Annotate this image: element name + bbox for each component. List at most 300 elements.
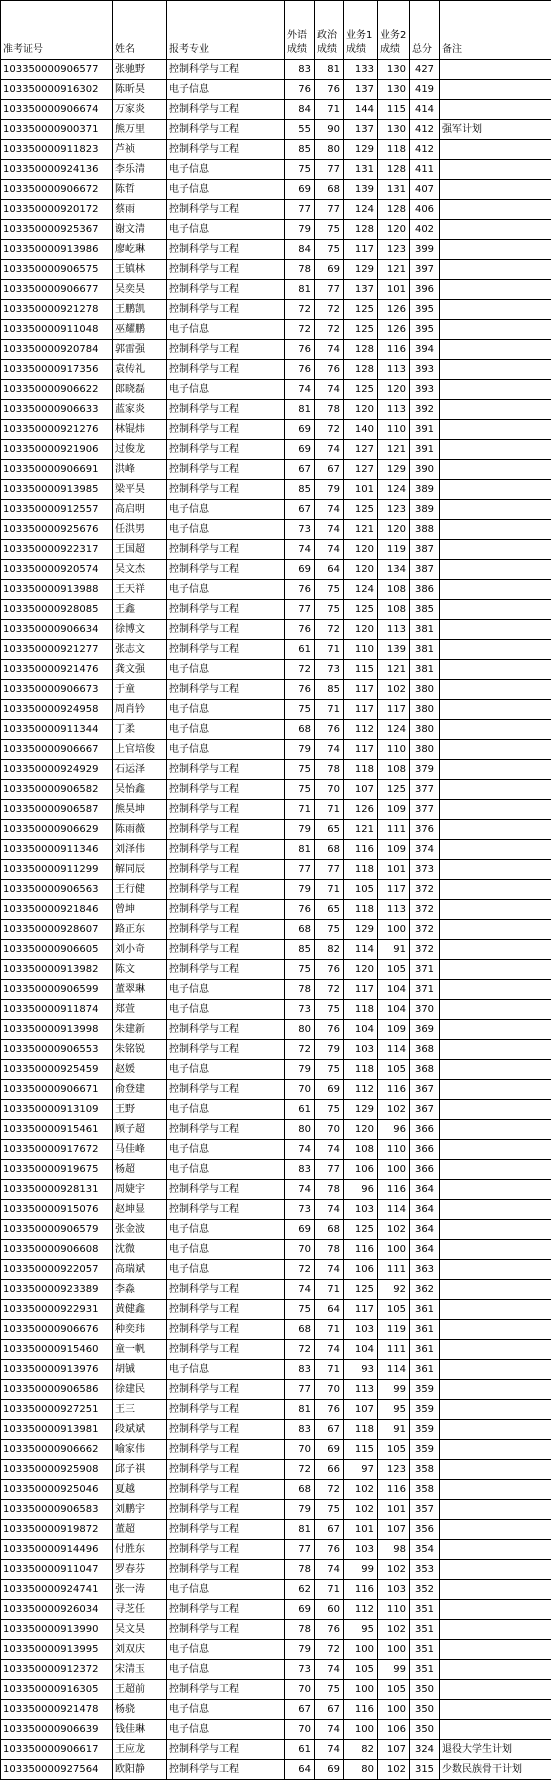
cell-politics: 71 — [315, 1360, 344, 1380]
cell-name: 高瑞斌 — [113, 1260, 167, 1280]
cell-name: 林锟炜 — [113, 420, 167, 440]
cell-biz2: 107 — [378, 1740, 410, 1760]
cell-politics: 76 — [315, 1620, 344, 1640]
cell-politics: 78 — [315, 400, 344, 420]
cell-total: 315 — [410, 1760, 440, 1780]
cell-total: 364 — [410, 1200, 440, 1220]
cell-exam-id: 103350000925676 — [1, 520, 113, 540]
cell-biz2: 113 — [378, 900, 410, 920]
cell-biz1: 117 — [344, 680, 378, 700]
table-row — [1, 1340, 551, 1360]
table-row — [1, 80, 551, 100]
cell-politics: 71 — [315, 880, 344, 900]
cell-name: 杨超 — [113, 1160, 167, 1180]
cell-total: 389 — [410, 500, 440, 520]
table-row — [1, 660, 551, 680]
cell-note — [440, 940, 551, 960]
cell-foreign: 70 — [285, 1720, 315, 1740]
cell-politics: 71 — [315, 640, 344, 660]
cell-biz1: 133 — [344, 60, 378, 80]
cell-total: 361 — [410, 1340, 440, 1360]
cell-foreign: 69 — [285, 440, 315, 460]
cell-biz2: 125 — [378, 780, 410, 800]
cell-biz2: 119 — [378, 1320, 410, 1340]
table-row — [1, 1440, 551, 1460]
cell-foreign: 73 — [285, 1200, 315, 1220]
cell-exam-id: 103350000920784 — [1, 340, 113, 360]
cell-exam-id: 103350000921846 — [1, 900, 113, 920]
cell-biz1: 103 — [344, 1540, 378, 1560]
cell-biz1: 107 — [344, 780, 378, 800]
table-row — [1, 1280, 551, 1300]
table-row — [1, 1740, 551, 1760]
cell-politics: 79 — [315, 480, 344, 500]
table-row — [1, 320, 551, 340]
cell-exam-id: 103350000906622 — [1, 380, 113, 400]
table-row — [1, 220, 551, 240]
cell-biz2: 120 — [378, 220, 410, 240]
cell-major: 控制科学与工程 — [167, 360, 285, 380]
cell-biz1: 126 — [344, 800, 378, 820]
cell-biz2: 102 — [378, 1760, 410, 1780]
cell-major: 电子信息 — [167, 1360, 285, 1380]
table-row — [1, 1360, 551, 1380]
table-row — [1, 1600, 551, 1620]
cell-exam-id: 103350000912372 — [1, 1660, 113, 1680]
cell-major: 电子信息 — [167, 1660, 285, 1680]
cell-politics: 78 — [315, 1240, 344, 1260]
table-row — [1, 1380, 551, 1400]
cell-foreign: 77 — [285, 1380, 315, 1400]
table-row — [1, 1000, 551, 1020]
cell-name: 张金波 — [113, 1220, 167, 1240]
cell-major: 控制科学与工程 — [167, 540, 285, 560]
cell-name: 胡铖 — [113, 1360, 167, 1380]
cell-major: 控制科学与工程 — [167, 1200, 285, 1220]
cell-exam-id: 103350000914496 — [1, 1540, 113, 1560]
table-row — [1, 1020, 551, 1040]
cell-biz1: 114 — [344, 940, 378, 960]
cell-biz1: 115 — [344, 1440, 378, 1460]
cell-exam-id: 103350000913981 — [1, 1420, 113, 1440]
cell-exam-id: 103350000922317 — [1, 540, 113, 560]
cell-foreign: 85 — [285, 480, 315, 500]
cell-note — [440, 880, 551, 900]
cell-biz1: 144 — [344, 100, 378, 120]
cell-foreign: 79 — [285, 1500, 315, 1520]
table-row — [1, 1100, 551, 1120]
cell-name: 陈雨薇 — [113, 820, 167, 840]
cell-biz2: 110 — [378, 420, 410, 440]
cell-name: 顾子超 — [113, 1120, 167, 1140]
cell-biz1: 100 — [344, 1680, 378, 1700]
cell-exam-id: 103350000913986 — [1, 240, 113, 260]
cell-exam-id: 103350000913982 — [1, 960, 113, 980]
cell-biz2: 116 — [378, 1480, 410, 1500]
table-row — [1, 240, 551, 260]
cell-major: 控制科学与工程 — [167, 1560, 285, 1580]
cell-exam-id: 103350000923389 — [1, 1280, 113, 1300]
table-row — [1, 1160, 551, 1180]
table-row — [1, 1300, 551, 1320]
cell-biz1: 129 — [344, 140, 378, 160]
cell-biz1: 93 — [344, 1360, 378, 1380]
cell-biz2: 105 — [378, 1440, 410, 1460]
cell-foreign: 67 — [285, 1700, 315, 1720]
cell-note — [440, 1680, 551, 1700]
cell-foreign: 76 — [285, 900, 315, 920]
cell-biz2: 126 — [378, 300, 410, 320]
cell-total: 366 — [410, 1160, 440, 1180]
cell-note — [440, 1180, 551, 1200]
cell-politics: 78 — [315, 760, 344, 780]
cell-total: 386 — [410, 580, 440, 600]
cell-biz1: 101 — [344, 480, 378, 500]
cell-name: 董翠琳 — [113, 980, 167, 1000]
cell-note — [440, 1120, 551, 1140]
cell-note — [440, 100, 551, 120]
cell-major: 控制科学与工程 — [167, 640, 285, 660]
cell-note — [440, 1480, 551, 1500]
cell-name: 王鹏凯 — [113, 300, 167, 320]
cell-exam-id: 103350000911874 — [1, 1000, 113, 1020]
cell-foreign: 61 — [285, 1100, 315, 1120]
cell-foreign: 71 — [285, 800, 315, 820]
cell-name: 寻芝任 — [113, 1600, 167, 1620]
cell-biz1: 106 — [344, 1260, 378, 1280]
table-row — [1, 1560, 551, 1580]
cell-foreign: 76 — [285, 680, 315, 700]
cell-name: 刘鹏宇 — [113, 1500, 167, 1520]
cell-total: 354 — [410, 1540, 440, 1560]
cell-biz2: 108 — [378, 580, 410, 600]
cell-biz2: 107 — [378, 1520, 410, 1540]
cell-major: 控制科学与工程 — [167, 1600, 285, 1620]
cell-total: 387 — [410, 560, 440, 580]
header-foreign-score: 外语成绩 — [285, 1, 315, 60]
cell-biz2: 124 — [378, 720, 410, 740]
cell-name: 吴文杰 — [113, 560, 167, 580]
cell-note — [440, 1160, 551, 1180]
cell-major: 电子信息 — [167, 1140, 285, 1160]
cell-politics: 77 — [315, 200, 344, 220]
cell-note — [440, 400, 551, 420]
table-row — [1, 1660, 551, 1680]
table-row — [1, 160, 551, 180]
cell-name: 熊昊坤 — [113, 800, 167, 820]
cell-total: 391 — [410, 420, 440, 440]
cell-politics: 76 — [315, 1400, 344, 1420]
cell-total: 352 — [410, 1580, 440, 1600]
header-total: 总分 — [410, 1, 440, 60]
cell-foreign: 77 — [285, 860, 315, 880]
table-row — [1, 600, 551, 620]
cell-major: 电子信息 — [167, 220, 285, 240]
cell-name: 吴奕昊 — [113, 280, 167, 300]
cell-note — [440, 1200, 551, 1220]
cell-biz2: 110 — [378, 1600, 410, 1620]
cell-note — [440, 1020, 551, 1040]
cell-politics: 67 — [315, 1700, 344, 1720]
cell-biz2: 109 — [378, 1020, 410, 1040]
cell-total: 393 — [410, 360, 440, 380]
table-row — [1, 1080, 551, 1100]
cell-exam-id: 103350000922057 — [1, 1260, 113, 1280]
cell-exam-id: 103350000921276 — [1, 420, 113, 440]
cell-note — [440, 60, 551, 80]
cell-biz2: 101 — [378, 280, 410, 300]
cell-note — [440, 800, 551, 820]
cell-foreign: 79 — [285, 1060, 315, 1080]
cell-major: 电子信息 — [167, 1100, 285, 1120]
cell-exam-id: 103350000925459 — [1, 1060, 113, 1080]
cell-politics: 71 — [315, 1320, 344, 1340]
cell-total: 395 — [410, 300, 440, 320]
cell-exam-id: 103350000906577 — [1, 60, 113, 80]
cell-major: 控制科学与工程 — [167, 1180, 285, 1200]
cell-foreign: 79 — [285, 740, 315, 760]
cell-name: 徐建民 — [113, 1380, 167, 1400]
cell-biz2: 101 — [378, 1500, 410, 1520]
cell-note — [440, 960, 551, 980]
cell-exam-id: 103350000906608 — [1, 1240, 113, 1260]
cell-major: 控制科学与工程 — [167, 1280, 285, 1300]
cell-major: 控制科学与工程 — [167, 1380, 285, 1400]
cell-biz2: 113 — [378, 400, 410, 420]
cell-name: 王三 — [113, 1400, 167, 1420]
cell-foreign: 75 — [285, 700, 315, 720]
cell-note — [440, 620, 551, 640]
cell-biz2: 114 — [378, 1200, 410, 1220]
cell-name: 周肖钤 — [113, 700, 167, 720]
cell-biz2: 100 — [378, 920, 410, 940]
cell-exam-id: 103350000906671 — [1, 1080, 113, 1100]
cell-note — [440, 1380, 551, 1400]
cell-biz1: 110 — [344, 640, 378, 660]
cell-name: 朱建新 — [113, 1020, 167, 1040]
cell-biz2: 128 — [378, 200, 410, 220]
cell-biz2: 130 — [378, 80, 410, 100]
cell-exam-id: 103350000916302 — [1, 80, 113, 100]
cell-foreign: 73 — [285, 1000, 315, 1020]
cell-politics: 74 — [315, 1140, 344, 1160]
cell-biz1: 127 — [344, 460, 378, 480]
cell-exam-id: 103350000906599 — [1, 980, 113, 1000]
cell-biz2: 102 — [378, 1560, 410, 1580]
cell-note — [440, 460, 551, 480]
cell-biz1: 115 — [344, 660, 378, 680]
cell-note — [440, 900, 551, 920]
table-row — [1, 840, 551, 860]
cell-exam-id: 103350000921476 — [1, 660, 113, 680]
cell-politics: 70 — [315, 1120, 344, 1140]
cell-total: 369 — [410, 1020, 440, 1040]
cell-biz2: 92 — [378, 1280, 410, 1300]
cell-name: 高启明 — [113, 500, 167, 520]
cell-biz1: 120 — [344, 540, 378, 560]
cell-name: 付胜东 — [113, 1540, 167, 1560]
cell-major: 控制科学与工程 — [167, 1020, 285, 1040]
table-row — [1, 820, 551, 840]
header-major: 报考专业 — [167, 1, 285, 60]
cell-politics: 71 — [315, 100, 344, 120]
cell-foreign: 70 — [285, 1680, 315, 1700]
cell-exam-id: 103350000928085 — [1, 600, 113, 620]
cell-biz2: 111 — [378, 1260, 410, 1280]
cell-exam-id: 103350000921277 — [1, 640, 113, 660]
cell-politics: 74 — [315, 340, 344, 360]
cell-name: 芦祯 — [113, 140, 167, 160]
cell-biz2: 114 — [378, 1040, 410, 1060]
cell-biz1: 104 — [344, 1340, 378, 1360]
cell-total: 387 — [410, 540, 440, 560]
cell-name: 蔡雨 — [113, 200, 167, 220]
cell-name: 赵媛 — [113, 1060, 167, 1080]
cell-exam-id: 103350000919872 — [1, 1520, 113, 1540]
cell-total: 376 — [410, 820, 440, 840]
cell-major: 控制科学与工程 — [167, 420, 285, 440]
cell-total: 368 — [410, 1040, 440, 1060]
cell-politics: 75 — [315, 1060, 344, 1080]
cell-biz2: 121 — [378, 260, 410, 280]
cell-foreign: 73 — [285, 520, 315, 540]
cell-major: 控制科学与工程 — [167, 300, 285, 320]
cell-major: 控制科学与工程 — [167, 200, 285, 220]
cell-note — [440, 1620, 551, 1640]
cell-biz1: 125 — [344, 1220, 378, 1240]
cell-major: 电子信息 — [167, 500, 285, 520]
cell-name: 曾坤 — [113, 900, 167, 920]
cell-biz1: 121 — [344, 520, 378, 540]
cell-politics: 76 — [315, 720, 344, 740]
cell-major: 控制科学与工程 — [167, 560, 285, 580]
cell-name: 吴怡鑫 — [113, 780, 167, 800]
cell-foreign: 69 — [285, 180, 315, 200]
cell-biz1: 96 — [344, 1180, 378, 1200]
cell-biz2: 134 — [378, 560, 410, 580]
cell-foreign: 70 — [285, 1080, 315, 1100]
cell-politics: 74 — [315, 1340, 344, 1360]
cell-major: 电子信息 — [167, 1580, 285, 1600]
cell-major: 控制科学与工程 — [167, 240, 285, 260]
cell-exam-id: 103350000911299 — [1, 860, 113, 880]
cell-exam-id: 103350000911823 — [1, 140, 113, 160]
cell-biz1: 120 — [344, 1120, 378, 1140]
cell-total: 380 — [410, 700, 440, 720]
table-row — [1, 1520, 551, 1540]
cell-name: 徐博文 — [113, 620, 167, 640]
cell-major: 控制科学与工程 — [167, 620, 285, 640]
cell-major: 电子信息 — [167, 660, 285, 680]
cell-exam-id: 103350000906674 — [1, 100, 113, 120]
cell-name: 过俊龙 — [113, 440, 167, 460]
cell-biz1: 127 — [344, 440, 378, 460]
cell-name: 廖屹琳 — [113, 240, 167, 260]
cell-major: 电子信息 — [167, 980, 285, 1000]
cell-biz1: 121 — [344, 820, 378, 840]
cell-foreign: 72 — [285, 1340, 315, 1360]
cell-major: 控制科学与工程 — [167, 1440, 285, 1460]
cell-major: 控制科学与工程 — [167, 760, 285, 780]
cell-note — [440, 1280, 551, 1300]
cell-major: 电子信息 — [167, 720, 285, 740]
cell-major: 控制科学与工程 — [167, 780, 285, 800]
cell-biz2: 104 — [378, 1000, 410, 1020]
cell-exam-id: 103350000921278 — [1, 300, 113, 320]
cell-total: 368 — [410, 1060, 440, 1080]
cell-politics: 67 — [315, 460, 344, 480]
cell-note — [440, 780, 551, 800]
cell-politics: 77 — [315, 160, 344, 180]
cell-politics: 74 — [315, 520, 344, 540]
cell-major: 控制科学与工程 — [167, 1040, 285, 1060]
cell-total: 388 — [410, 520, 440, 540]
cell-biz1: 103 — [344, 1040, 378, 1060]
cell-exam-id: 103350000906634 — [1, 620, 113, 640]
table-row — [1, 580, 551, 600]
cell-biz2: 105 — [378, 1300, 410, 1320]
cell-biz2: 105 — [378, 960, 410, 980]
cell-foreign: 84 — [285, 240, 315, 260]
cell-exam-id: 103350000928607 — [1, 920, 113, 940]
table-row — [1, 1140, 551, 1160]
cell-major: 控制科学与工程 — [167, 1500, 285, 1520]
cell-major: 控制科学与工程 — [167, 940, 285, 960]
cell-name: 王超前 — [113, 1680, 167, 1700]
cell-total: 373 — [410, 860, 440, 880]
table-row — [1, 1580, 551, 1600]
table-row — [1, 460, 551, 480]
cell-major: 电子信息 — [167, 1000, 285, 1020]
cell-foreign: 78 — [285, 1560, 315, 1580]
cell-biz1: 100 — [344, 1640, 378, 1660]
cell-biz1: 125 — [344, 500, 378, 520]
cell-total: 372 — [410, 900, 440, 920]
cell-exam-id: 103350000906676 — [1, 1320, 113, 1340]
table-row — [1, 340, 551, 360]
cell-biz1: 125 — [344, 320, 378, 340]
cell-name: 王国超 — [113, 540, 167, 560]
cell-biz1: 108 — [344, 1140, 378, 1160]
table-row — [1, 1460, 551, 1480]
cell-name: 俞登建 — [113, 1080, 167, 1100]
cell-note — [440, 760, 551, 780]
cell-foreign: 77 — [285, 1540, 315, 1560]
cell-total: 407 — [410, 180, 440, 200]
cell-biz2: 100 — [378, 1640, 410, 1660]
cell-note — [440, 1060, 551, 1080]
cell-politics: 66 — [315, 1460, 344, 1480]
cell-note — [440, 160, 551, 180]
cell-name: 李乐清 — [113, 160, 167, 180]
cell-major: 控制科学与工程 — [167, 1480, 285, 1500]
table-row — [1, 1120, 551, 1140]
cell-foreign: 75 — [285, 1300, 315, 1320]
cell-note — [440, 1460, 551, 1480]
cell-total: 350 — [410, 1700, 440, 1720]
cell-biz1: 118 — [344, 900, 378, 920]
table-row — [1, 880, 551, 900]
cell-major: 电子信息 — [167, 520, 285, 540]
cell-politics: 70 — [315, 1380, 344, 1400]
cell-major: 电子信息 — [167, 1240, 285, 1260]
cell-foreign: 81 — [285, 1520, 315, 1540]
cell-biz1: 124 — [344, 200, 378, 220]
cell-biz1: 100 — [344, 1720, 378, 1740]
cell-major: 控制科学与工程 — [167, 1520, 285, 1540]
cell-note — [440, 1600, 551, 1620]
table-row — [1, 1180, 551, 1200]
